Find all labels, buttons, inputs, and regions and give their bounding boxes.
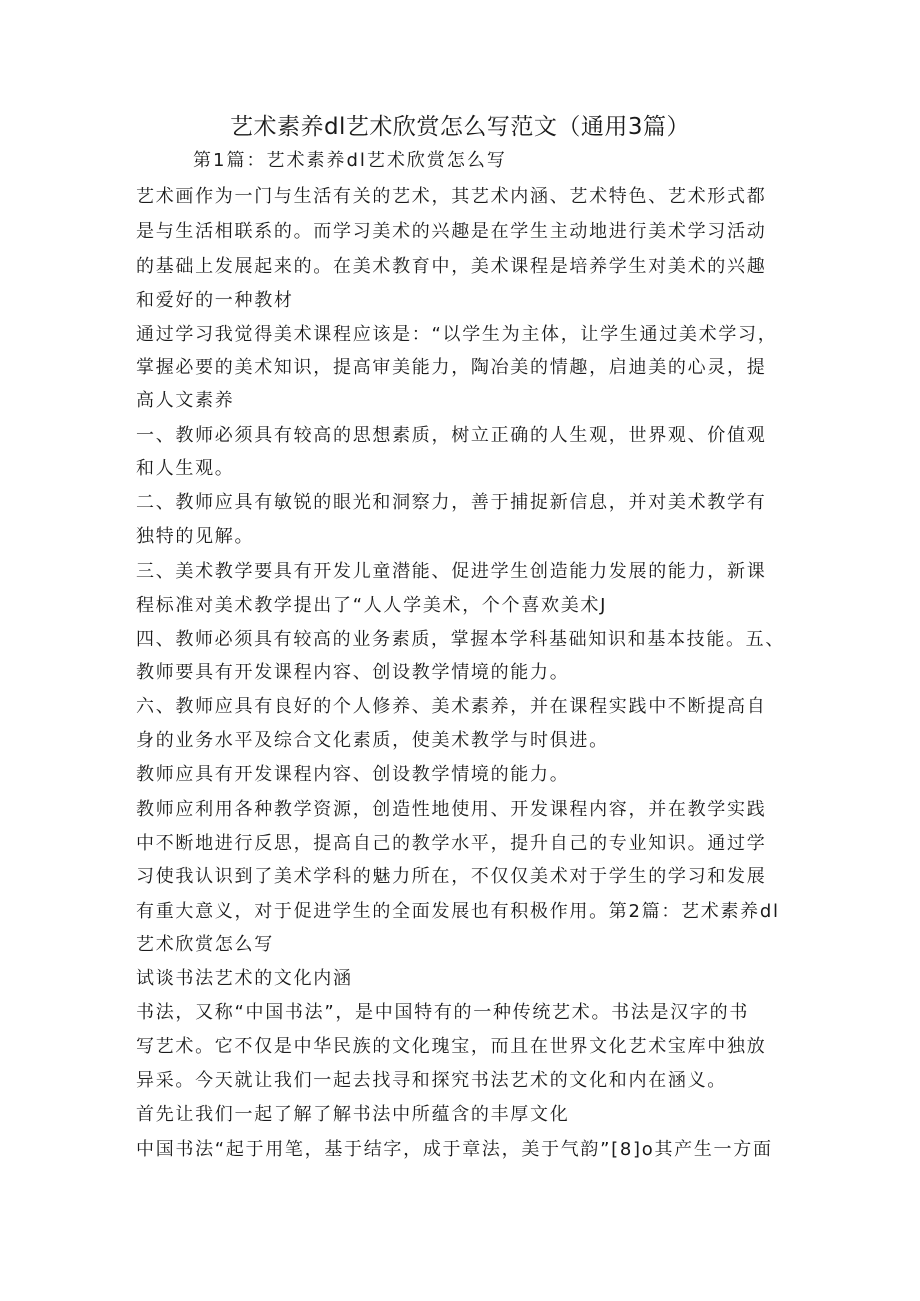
paragraph-line: 教师要具有开发课程内容、创设教学情境的能力。 xyxy=(136,662,570,683)
paragraph-line: 掌握必要的美术知识，提高审美能力，陶冶美的情趣，启迪美的心灵，提 xyxy=(136,357,767,378)
paragraph-line: 四、教师必须具有较高的业务素质，掌握本学科基础知识和基本技能。五、 xyxy=(136,629,785,650)
paragraph-line: 身的业务水平及综合文化素质，使美术教学与时俱进。 xyxy=(136,730,609,751)
section-heading: 第1篇：艺术素养dl艺术欣赏怎么写 xyxy=(193,150,507,171)
paragraph-line: 二、教师应具有敏锐的眼光和洞察力，善于捕捉新信息，并对美术教学有 xyxy=(136,492,767,513)
paragraph-line: 艺术画作为一门与生活有关的艺术，其艺术内涵、艺术特色、艺术形式都 xyxy=(136,186,767,207)
paragraph-line: 书法，又称“中国书法”，是中国特有的一种传统艺术。书法是汉字的书 xyxy=(136,1002,750,1023)
paragraph-line: 和人生观。 xyxy=(136,458,235,479)
paragraph-line: 高人文素养 xyxy=(136,390,235,411)
paragraph-line: 三、美术教学要具有开发儿童潜能、促进学生创造能力发展的能力，新课 xyxy=(136,561,767,582)
page-title: 艺术素养dl艺术欣赏怎么写范文（通用3篇） xyxy=(229,114,691,140)
paragraph-line: 有重大意义，对于促进学生的全面发展也有积极作用。第2篇：艺术素养dl xyxy=(136,901,780,922)
paragraph-line: 六、教师应具有良好的个人修养、美术素养，并在课程实践中不断提高自 xyxy=(136,696,767,717)
paragraph-line: 教师应具有开发课程内容、创设教学情境的能力。 xyxy=(136,764,570,785)
paragraph-line: 习使我认识到了美术学科的魅力所在，不仅仅美术对于学生的学习和发展 xyxy=(136,866,767,887)
paragraph-line: 中国书法“起于用笔，基于结字，成于章法，美于气韵”[8]o其产生一方面 xyxy=(136,1139,773,1160)
paragraph-line: 是与生活相联系的。而学习美术的兴趣是在学生主动地进行美术学习活动 xyxy=(136,221,767,242)
paragraph-line: 程标准对美术教学提出了“人人学美术，个个喜欢美术J xyxy=(136,595,608,616)
paragraph-line: 首先让我们一起了解了解书法中所蕴含的丰厚文化 xyxy=(136,1104,570,1125)
paragraph-line: 教师应利用各种教学资源，创造性地使用、开发课程内容，并在教学实践 xyxy=(136,799,767,820)
paragraph-line: 和爱好的一种教材 xyxy=(136,290,294,311)
paragraph-line: 独特的见解。 xyxy=(136,526,255,547)
paragraph-line: 艺术欣赏怎么写 xyxy=(136,934,274,955)
paragraph-line: 一、教师必须具有较高的思想素质，树立正确的人生观，世界观、价值观 xyxy=(136,425,767,446)
paragraph-line: 试谈书法艺术的文化内涵 xyxy=(136,968,353,989)
paragraph-line: 的基础上发展起来的。在美术教育中，美术课程是培养学生对美术的兴趣 xyxy=(136,256,767,277)
paragraph-line: 通过学习我觉得美术课程应该是：“以学生为主体，让学生通过美术学习， xyxy=(136,324,778,345)
paragraph-line: 写艺术。它不仅是中华民族的文化瑰宝，而且在世界文化艺术宝库中独放 xyxy=(136,1036,767,1057)
paragraph-line: 异采。今天就让我们一起去找寻和探究书法艺术的文化和内在涵义。 xyxy=(136,1070,727,1091)
paragraph-line: 中不断地进行反思，提高自己的教学水平，提升自己的专业知识。通过学 xyxy=(136,833,767,854)
